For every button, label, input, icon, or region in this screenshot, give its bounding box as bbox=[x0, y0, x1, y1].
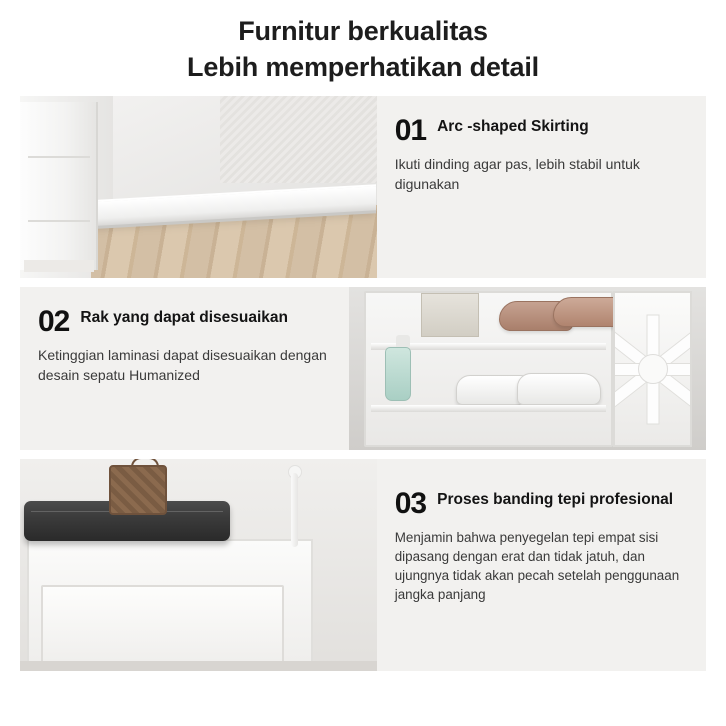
feature-01-title: Arc -shaped Skirting bbox=[437, 117, 589, 135]
fan-pattern-side-panel bbox=[613, 291, 691, 447]
page-header bbox=[0, 0, 726, 96]
feature-03-title: Proses banding tepi profesional bbox=[437, 490, 674, 508]
wall-texture bbox=[220, 96, 377, 183]
feature-03-body: Menjamin bahwa penyegelan tepi empat sisi dipasang dengan erat dan tidak jatuh, dan ujungnya tidak akan pecah setelah penggunaan jangka panjang bbox=[394, 529, 680, 602]
cabinet-side-panel bbox=[20, 102, 98, 270]
brown-woven-bag bbox=[109, 465, 167, 515]
feature-01-number: 01 bbox=[394, 113, 427, 147]
page-title-line-1: Furnitur berkualitas bbox=[238, 16, 488, 46]
feature-text-01 bbox=[377, 96, 706, 278]
page-title-line-2: Lebih memperhatikan detail bbox=[187, 51, 539, 82]
feature-02-title: Rak yang dapat disesuaikan bbox=[80, 308, 288, 326]
bench-drawer-front bbox=[41, 585, 284, 663]
feature-panel-03 bbox=[20, 459, 706, 671]
photo-adjustable-shoe-rack bbox=[349, 287, 706, 450]
photo-skirting-baseboard bbox=[20, 96, 377, 278]
umbrella-stick bbox=[291, 473, 298, 547]
feature-text-02 bbox=[20, 287, 349, 450]
cabinet-foot bbox=[24, 260, 94, 272]
photo-bench-with-cushion bbox=[20, 459, 377, 671]
feature-02-heading-row bbox=[38, 304, 333, 338]
white-sneaker-right bbox=[517, 373, 601, 405]
feature-panel-01 bbox=[20, 96, 706, 278]
feature-01-body: Ikuti dinding agar pas, lebih stabil untuk digunakan bbox=[394, 155, 640, 192]
feature-02-number: 02 bbox=[38, 304, 70, 338]
feature-text-03 bbox=[377, 459, 706, 671]
adjustable-shelf-bottom bbox=[371, 405, 606, 412]
bench-floor bbox=[20, 661, 377, 671]
cabinet-seam-top bbox=[28, 156, 90, 158]
feature-01-heading-row bbox=[394, 113, 690, 147]
feature-03-heading-row bbox=[394, 486, 690, 520]
cabinet-seam-bottom bbox=[28, 220, 90, 222]
storage-box bbox=[421, 293, 479, 337]
spray-bottle bbox=[385, 347, 411, 401]
feature-03-number: 03 bbox=[394, 486, 427, 520]
feature-panel-02 bbox=[20, 287, 706, 450]
fan-hub bbox=[638, 354, 668, 384]
feature-02-body: Ketinggian laminasi dapat disesuaikan dengan desain sepatu Humanized bbox=[38, 346, 327, 383]
